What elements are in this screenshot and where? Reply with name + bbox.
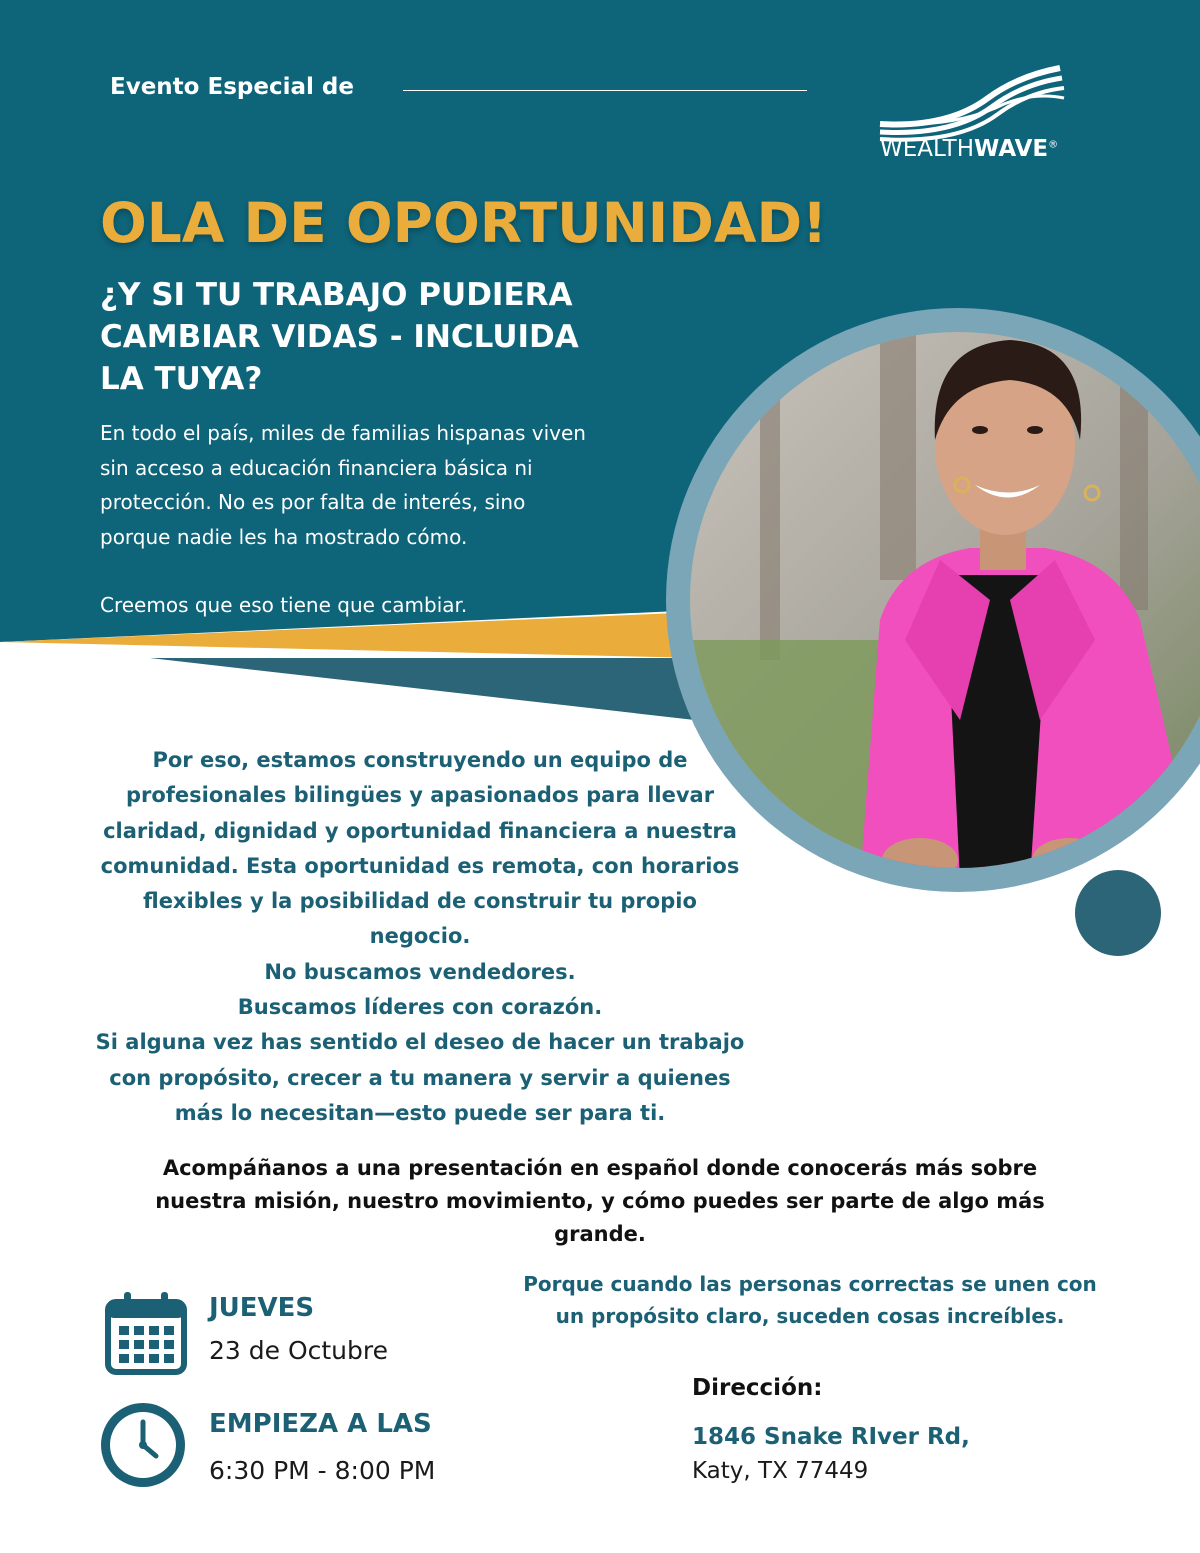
tagline-line: Porque cuando las personas correctas se unen con: [523, 1272, 1097, 1296]
intro-line: En todo el país, miles de familias hispanas viven: [100, 421, 586, 445]
body-line: flexibles y la posibilidad de construir tu propio: [143, 889, 697, 914]
event-date: 23 de Octubre: [209, 1336, 389, 1365]
body-line: negocio.: [369, 924, 471, 949]
body-line: No buscamos vendedores.: [264, 959, 576, 984]
accent-dot: [1075, 870, 1161, 956]
clock-icon: [98, 1400, 188, 1490]
subhead-line: LA TUYA?: [100, 361, 263, 397]
eyebrow-text: Evento Especial de: [110, 74, 354, 100]
logo-registered-mark: ®: [1048, 139, 1059, 151]
invite-line: nuestra misión, nuestro movimiento, y cómo puedes ser parte de algo más: [155, 1189, 1045, 1213]
body-line: Por eso, estamos construyendo un equipo de: [152, 748, 688, 772]
wealthwave-wordmark: [880, 136, 1058, 162]
intro-close: Creemos que eso tiene que cambiar.: [100, 593, 468, 617]
event-time: 6:30 PM - 8:00 PM: [209, 1456, 436, 1485]
tagline: [470, 1268, 1150, 1332]
body-line: con propósito, crecer a tu manera y servir a quienes: [109, 1065, 731, 1090]
body-line: comunidad. Esta oportunidad es remota, con horarios: [100, 853, 740, 878]
invite-paragraph: [80, 1152, 1120, 1251]
logo-text-light: WEALTH: [880, 136, 974, 162]
body-line: profesionales bilingües y apasionados para llevar: [125, 783, 715, 808]
invite-line: Acompáñanos a una presentación en español donde conocerás más sobre: [162, 1156, 1038, 1180]
intro-line: porque nadie les ha mostrado cómo.: [100, 524, 468, 549]
subhead-line: ¿Y SI TU TRABAJO PUDIERA: [100, 277, 573, 313]
subhead-line: CAMBIAR VIDAS - INCLUIDA: [100, 319, 579, 355]
headline: OLA DE OPORTUNIDAD!: [100, 191, 828, 255]
address-street: 1846 Snake RIver Rd,: [692, 1424, 970, 1450]
logo-text-bold: WAVE: [974, 136, 1049, 162]
intro-paragraph: [100, 416, 700, 554]
event-day-label: JUEVES: [209, 1293, 315, 1323]
body-line: Si alguna vez has sentido el deseo de hacer un trabajo: [95, 1030, 745, 1055]
body-paragraph: [70, 743, 770, 1131]
event-time-label: EMPIEZA A LAS: [209, 1409, 432, 1439]
tagline-line: un propósito claro, suceden cosas increíbles.: [555, 1304, 1065, 1328]
intro-line: protección. No es por falta de interés, sino: [100, 490, 526, 514]
subhead: [100, 274, 700, 400]
eyebrow-divider: [403, 90, 807, 91]
calendar-icon: [104, 1290, 188, 1376]
address-title: Dirección:: [692, 1375, 823, 1401]
body-line: Buscamos líderes con corazón.: [237, 995, 603, 1020]
intro-line: sin acceso a educación financiera básica ni: [100, 455, 533, 480]
teal-wedge: [150, 658, 730, 724]
address-city: Katy, TX 77449: [692, 1458, 869, 1484]
invite-line: grande.: [554, 1222, 646, 1246]
body-line: claridad, dignidad y oportunidad financiera a nuestra: [103, 818, 737, 843]
body-line: más lo necesitan—esto puede ser para ti.: [174, 1100, 666, 1125]
